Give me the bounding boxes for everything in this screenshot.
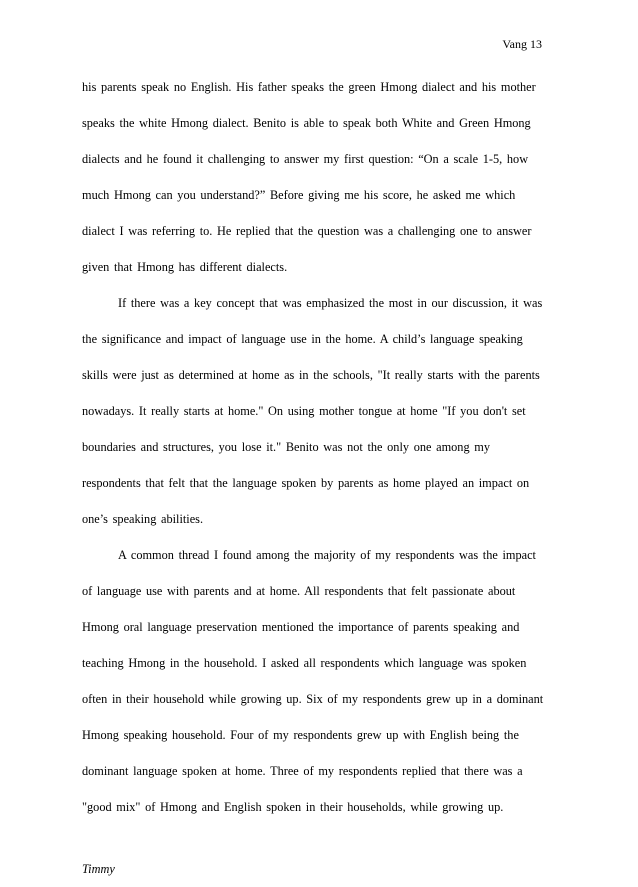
section-heading: Timmy [82, 862, 115, 876]
text-line: his parents speak no English. His father speaks the green Hmong dialect and his mother [82, 80, 536, 94]
text-line: the significance and impact of language use in the home. A child’s language speaking [82, 332, 523, 346]
text-line: Hmong oral language preservation mentioned the importance of parents speaking and [82, 620, 520, 634]
body-text [82, 69, 542, 887]
text-line: often in their household while growing up. Six of my respondents grew up in a dominant [82, 692, 544, 706]
text-line: respondents that felt that the language spoken by parents as home played an impact on [82, 476, 530, 490]
text-line: If there was a key concept that was emphasized the most in our discussion, it was [118, 296, 543, 310]
text-line: boundaries and structures, you lose it." Benito was not the only one among my [82, 440, 490, 454]
text-line: speaks the white Hmong dialect. Benito is able to speak both White and Green Hmong [82, 116, 531, 130]
text-line: dominant language spoken at home. Three of my respondents replied that there was a [82, 764, 523, 778]
text-line: of language use with parents and at home. All respondents that felt passionate about [82, 584, 516, 598]
text-line: Hmong speaking household. Four of my respondents grew up with English being the [82, 728, 519, 742]
paragraph [82, 69, 542, 285]
text-line: much Hmong can you understand?” Before giving me his score, he asked me which [82, 188, 516, 202]
text-line: nowadays. It really starts at home." On using mother tongue at home "If you don't set [82, 404, 526, 418]
text-line: A common thread I found among the majority of my respondents was the impact [118, 548, 536, 562]
text-line: teaching Hmong in the household. I asked all respondents which language was spoken [82, 656, 527, 670]
text-line: dialect I was referring to. He replied that the question was a challenging one to answer [82, 224, 532, 238]
text-line: given that Hmong has different dialects. [82, 260, 288, 274]
text-line: "good mix" of Hmong and English spoken in their households, while growing up. [82, 800, 504, 814]
text-line: skills were just as determined at home as in the schools, "It really starts with the parents [82, 368, 540, 382]
text-line: dialects and he found it challenging to answer my first question: “On a scale 1-5, how [82, 152, 529, 166]
running-head: Vang 13 [502, 37, 542, 51]
paragraph [82, 285, 542, 537]
text-line: one’s speaking abilities. [82, 512, 204, 526]
paragraph [82, 537, 542, 825]
spacer [82, 825, 542, 851]
